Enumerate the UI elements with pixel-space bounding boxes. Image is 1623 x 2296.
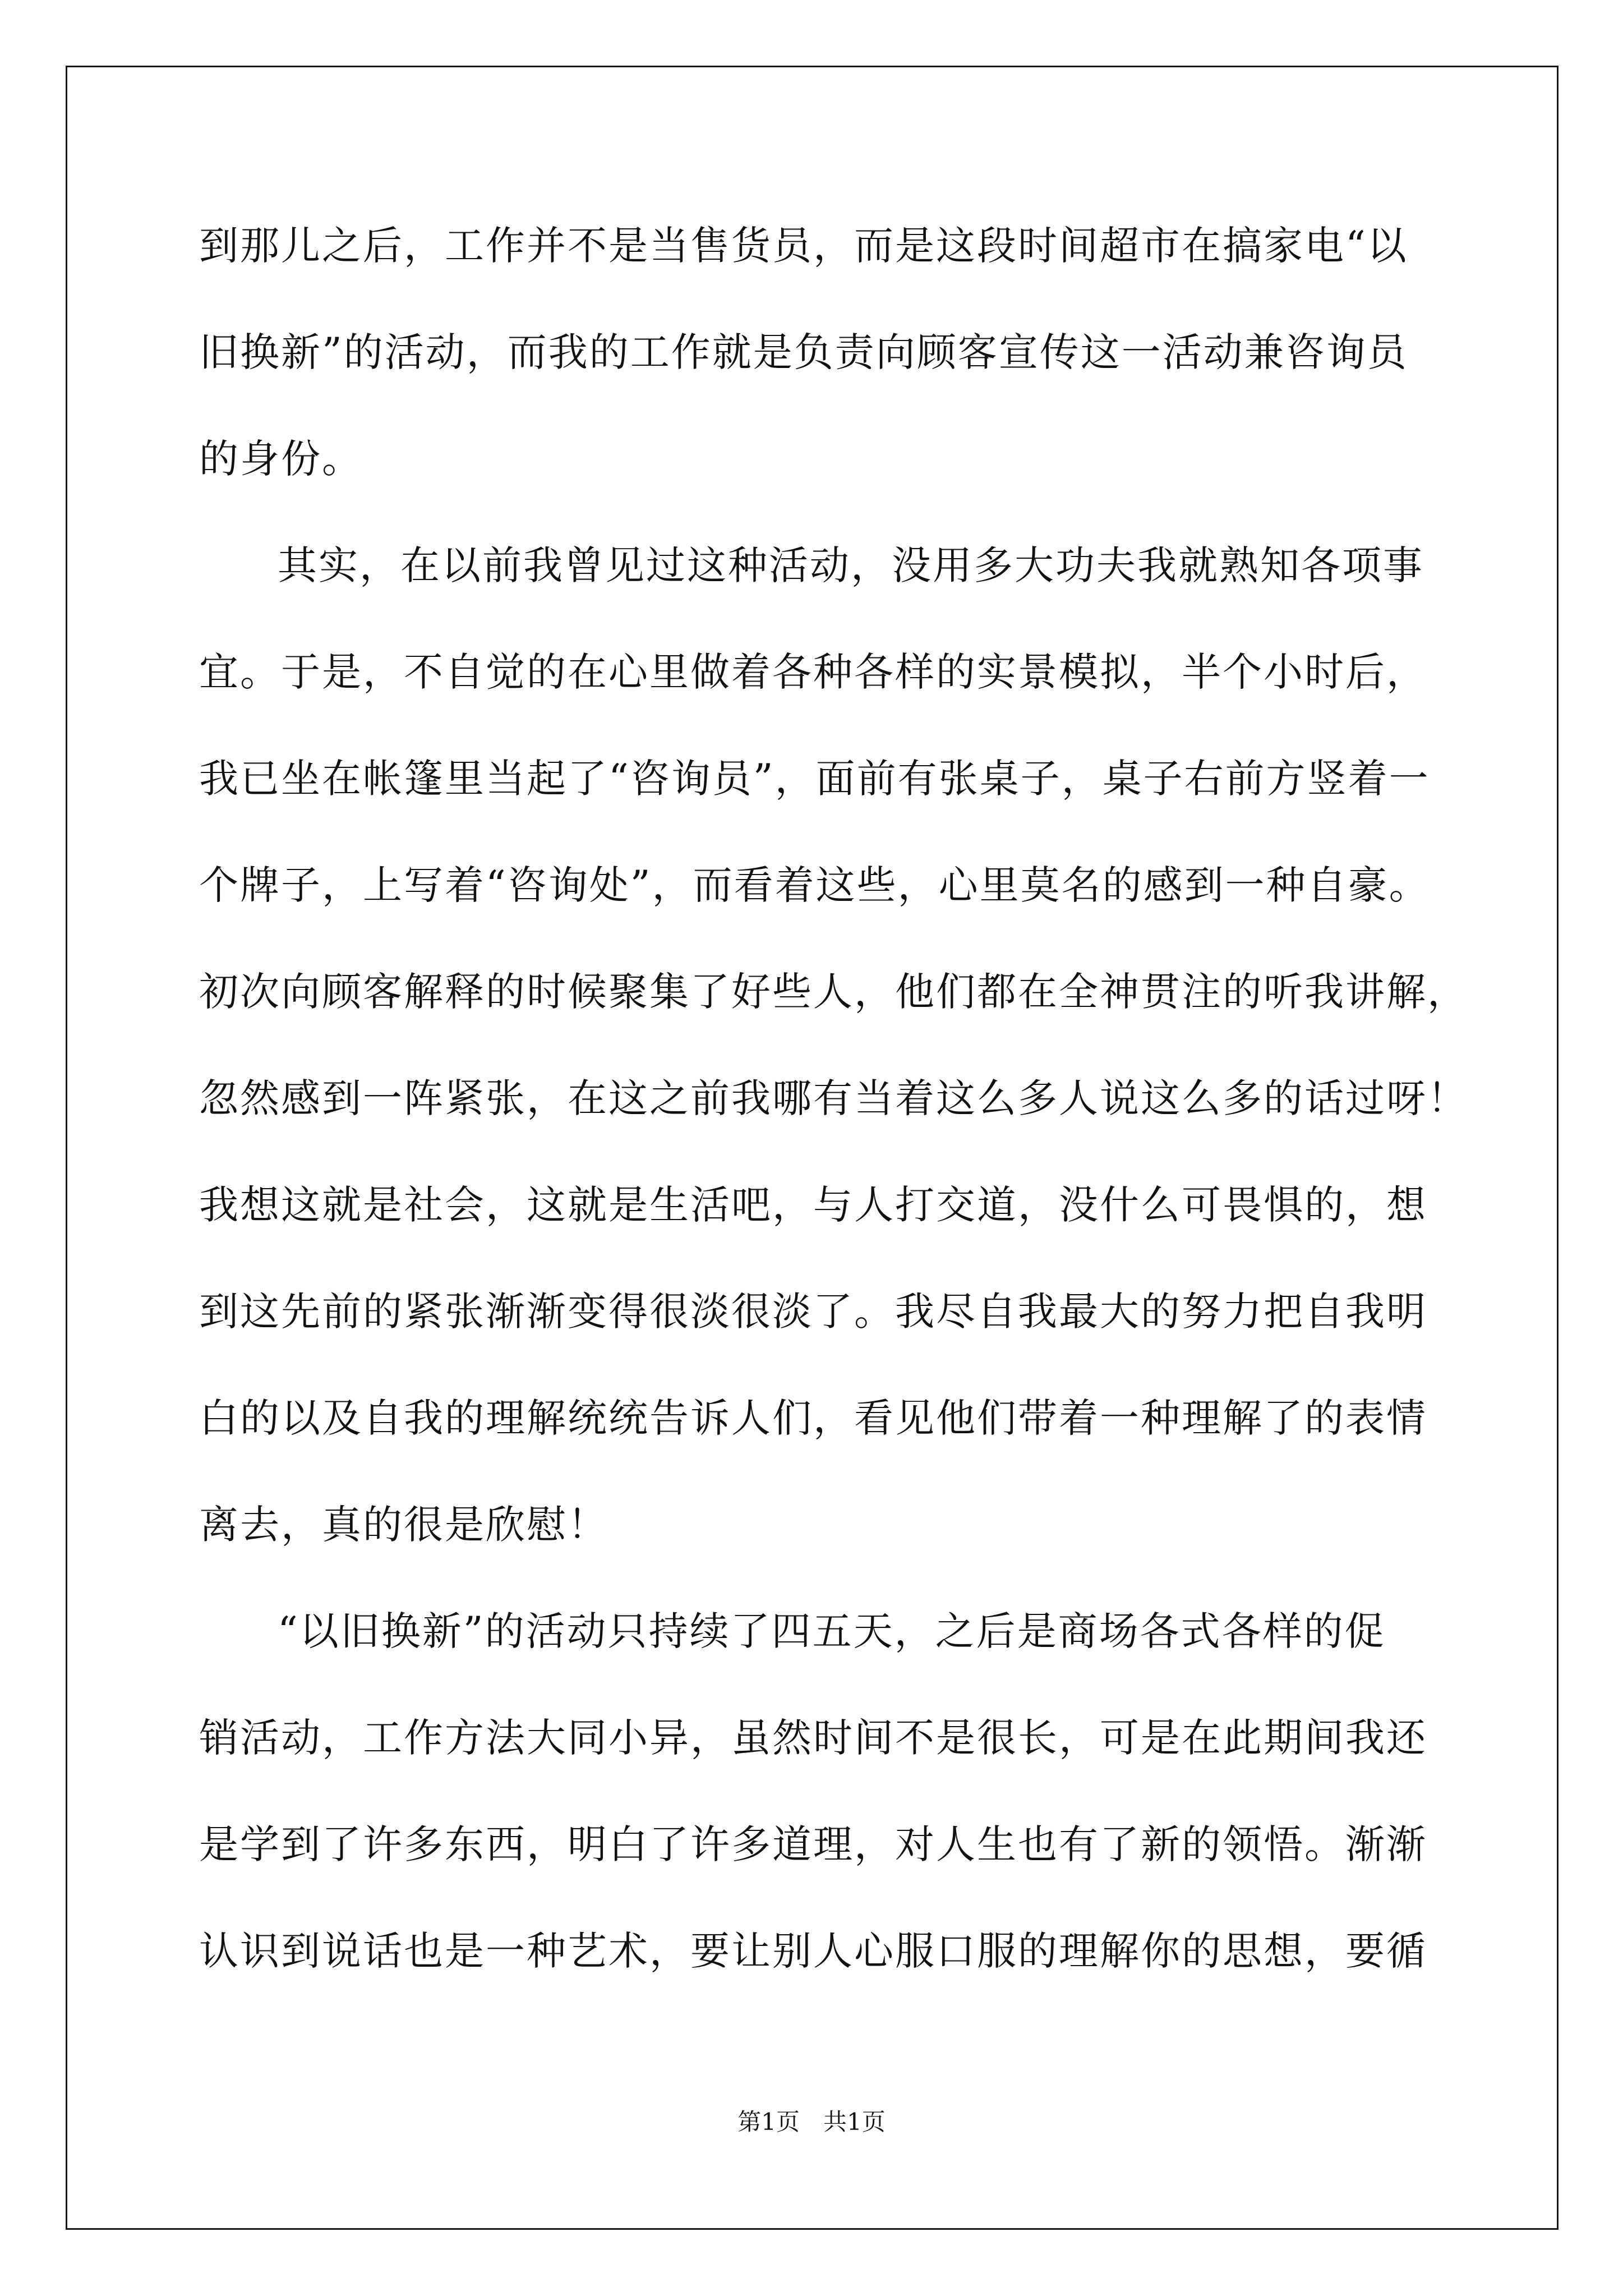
text-line: 到那儿之后，工作并不是当售货员，而是这段时间超市在搞家电“以 (199, 223, 1408, 269)
text-line: 的身份。 (199, 436, 363, 482)
text-line: 个牌子，上写着“咨询处”，而看着这些，心里莫名的感到一种自豪。 (199, 862, 1430, 908)
page-border (66, 66, 1559, 2230)
page-footer: 第1页 共1页 (737, 2108, 886, 2136)
text-line: 初次向顾客解释的时候聚集了好些人，他们都在全神贯注的听我讲解， (199, 969, 1468, 1015)
text-line: 宜。于是，不自觉的在心里做着各种各样的实景模拟，半个小时后， (199, 649, 1427, 695)
text-line: 我已坐在帐篷里当起了“咨询员”，面前有张桌子，桌子右前方竖着一 (199, 756, 1430, 802)
text-line: 其实，在以前我曾见过这种活动，没用多大功夫我就熟知各项事 (278, 542, 1424, 588)
text-line: 忽然感到一阵紧张，在这之前我哪有当着这么多人说这么多的话过呀！ (199, 1075, 1468, 1121)
text-line: 旧换新”的活动，而我的工作就是负责向顾客宣传这一活动兼咨询员 (199, 329, 1408, 375)
text-line: “以旧换新”的活动只持续了四五天，之后是商场各式各样的促 (278, 1608, 1386, 1654)
text-line: 我想这就是社会，这就是生活吧，与人打交道，没什么可畏惧的，想 (199, 1182, 1427, 1228)
text-line: 销活动，工作方法大同小异，虽然时间不是很长，可是在此期间我还 (199, 1715, 1427, 1761)
text-line: 是学到了许多东西，明白了许多道理，对人生也有了新的领悟。渐渐 (199, 1821, 1427, 1867)
text-line: 认识到说话也是一种艺术，要让别人心服口服的理解你的思想，要循 (199, 1928, 1427, 1974)
text-line: 离去，真的很是欣慰！ (199, 1502, 608, 1548)
text-line: 到这先前的紧张渐渐变得很淡很淡了。我尽自我最大的努力把自我明 (199, 1289, 1427, 1335)
text-line: 白的以及自我的理解统统告诉人们，看见他们带着一种理解了的表情 (199, 1395, 1427, 1441)
